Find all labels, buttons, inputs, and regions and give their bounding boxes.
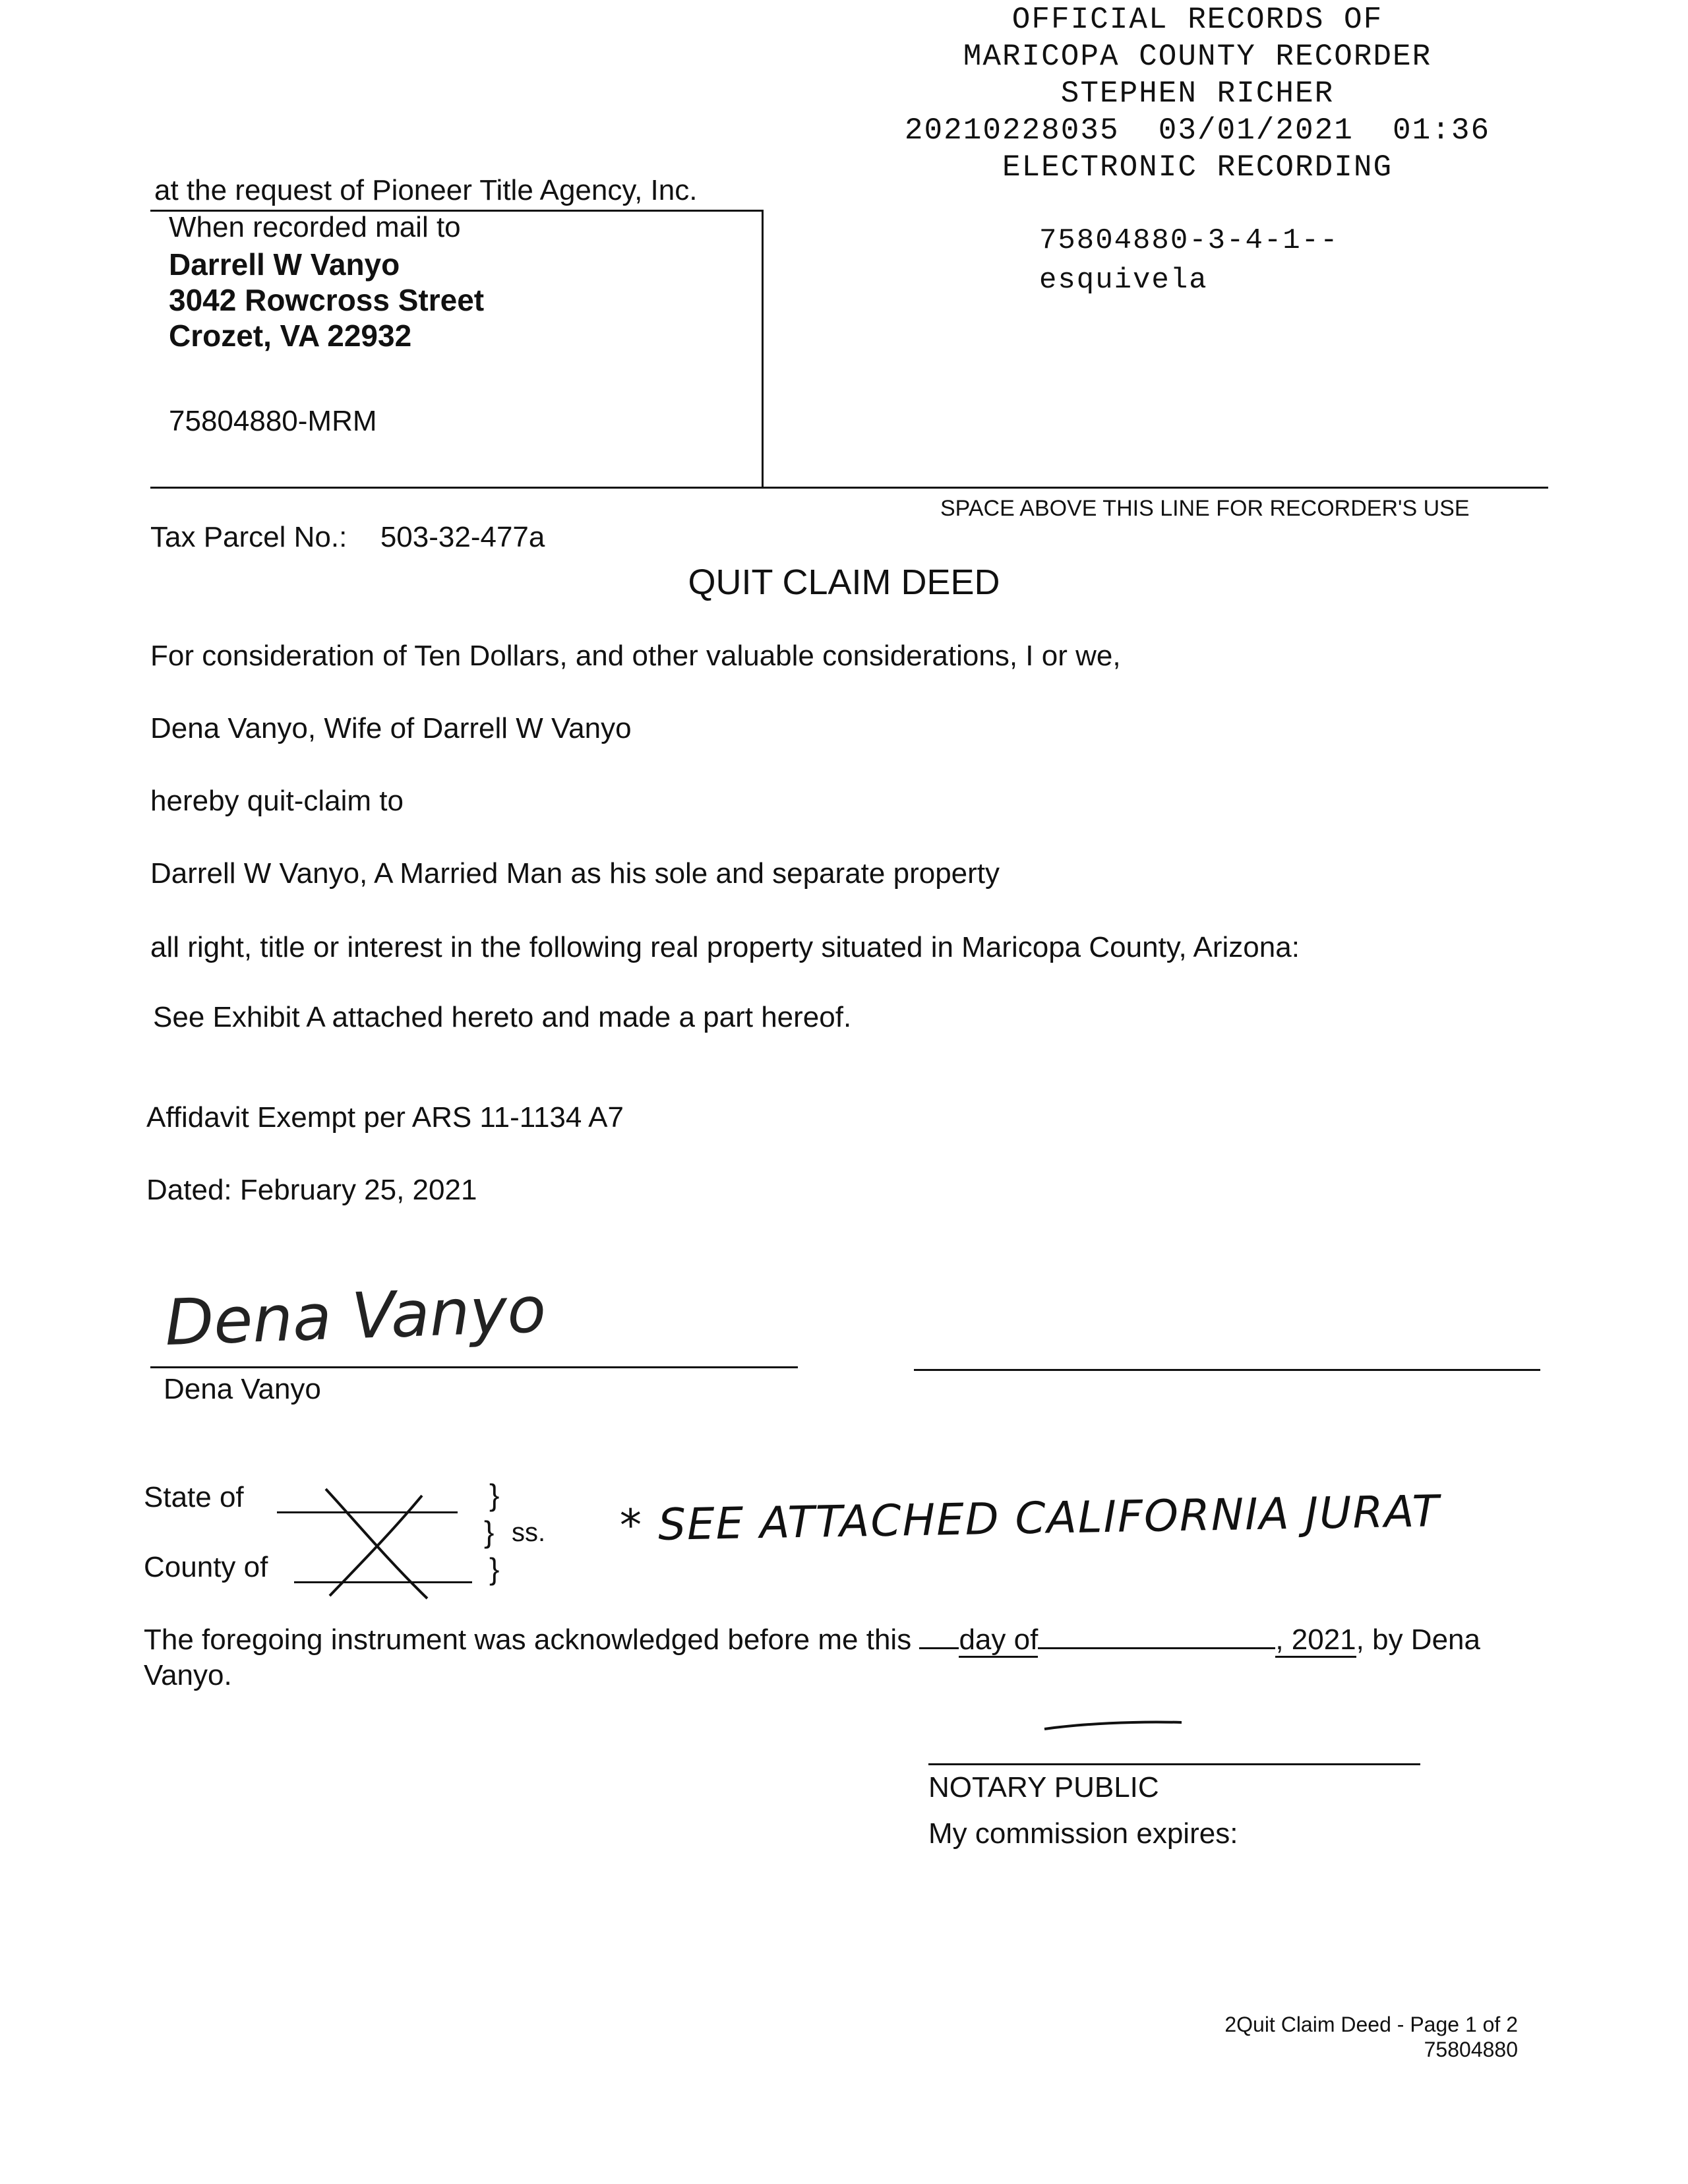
recorder-line-4: 20210228035 03/01/2021 01:36 [904,113,1491,148]
document-title: QUIT CLAIM DEED [688,562,1000,602]
dated-label: Dated: [146,1174,232,1206]
mail-to-label: When recorded mail to [169,211,461,243]
mail-to-city: Crozet, VA 22932 [169,318,412,353]
venue-brace-top: } [489,1478,500,1512]
recorder-line-1: OFFICIAL RECORDS OF [1011,3,1383,37]
recorder-line-5: ELECTRONIC RECORDING [1002,150,1393,185]
notary-signature-line [928,1763,1420,1765]
recorder-line-3: STEPHEN RICHER [1060,76,1335,111]
signature-line-grantor [150,1366,798,1368]
exhibit-text: See Exhibit A attached hereto and made a part hereof. [153,1001,852,1033]
affidavit-text: Affidavit Exempt per ARS 11-1134 A7 [146,1101,624,1134]
grantee-text: Darrell W Vanyo, A Married Man as his sole and separate property [150,857,1000,890]
county-label: County of [144,1551,268,1583]
venue-brace-bottom: } [489,1552,500,1586]
notary-mark [1042,1714,1187,1734]
recorder-use-label: SPACE ABOVE THIS LINE FOR RECORDER'S USE [940,496,1470,521]
tax-parcel-value: 503-32-477a [380,521,545,553]
cross-out-mark [316,1482,435,1601]
mail-to-street: 3042 Rowcross Street [169,283,485,317]
request-line: at the request of Pioneer Title Agency, Inc. [154,174,698,206]
quitclaim-text: hereby quit-claim to [150,785,404,817]
recorder-batch: 75804880-3-4-1-- [1039,224,1339,257]
acknowledgment-line-2: Vanyo. [144,1659,232,1691]
tax-parcel [150,521,545,554]
acknowledgment-line-1 [144,1623,1480,1656]
footer-page: 2Quit Claim Deed - Page 1 of 2 [1224,2013,1518,2036]
recorder-clerk: esquivela [1039,264,1208,297]
consideration-text: For consideration of Ten Dollars, and other valuable considerations, I or we, [150,640,1121,672]
ack-text-before: The foregoing instrument was acknowledged before me this [144,1623,912,1656]
dated-line [146,1174,477,1207]
tax-parcel-label: Tax Parcel No.: [150,521,347,553]
signature-line-blank [914,1369,1540,1371]
order-number: 75804880-MRM [169,405,377,437]
handwritten-jurat-note: * SEE ATTACHED CALIFORNIA JURAT [619,1486,1441,1551]
state-label: State of [144,1481,244,1513]
grantor-text: Dena Vanyo, Wife of Darrell W Vanyo [150,712,632,744]
dated-value: February 25, 2021 [239,1174,477,1206]
venue-brace-mid: } [484,1515,495,1549]
recorder-use-line [150,487,1548,489]
notary-commission: My commission expires: [928,1817,1238,1850]
notary-title: NOTARY PUBLIC [928,1771,1159,1804]
footer-order: 75804880 [1424,2038,1518,2061]
signature-printed-name: Dena Vanyo [164,1373,321,1405]
mail-to-name: Darrell W Vanyo [169,247,400,282]
recorder-line-2: MARICOPA COUNTY RECORDER [963,40,1432,74]
handwritten-signature: Dena Vanyo [164,1272,547,1360]
ack-day-of: day of [959,1623,1038,1658]
interest-text: all right, title or interest in the following real property situated in Maricopa County, Arizona: [150,931,1300,963]
ack-text-after: , by Dena [1356,1623,1480,1656]
ack-year: , 2021 [1275,1623,1356,1658]
venue-ss: ss. [512,1518,546,1547]
